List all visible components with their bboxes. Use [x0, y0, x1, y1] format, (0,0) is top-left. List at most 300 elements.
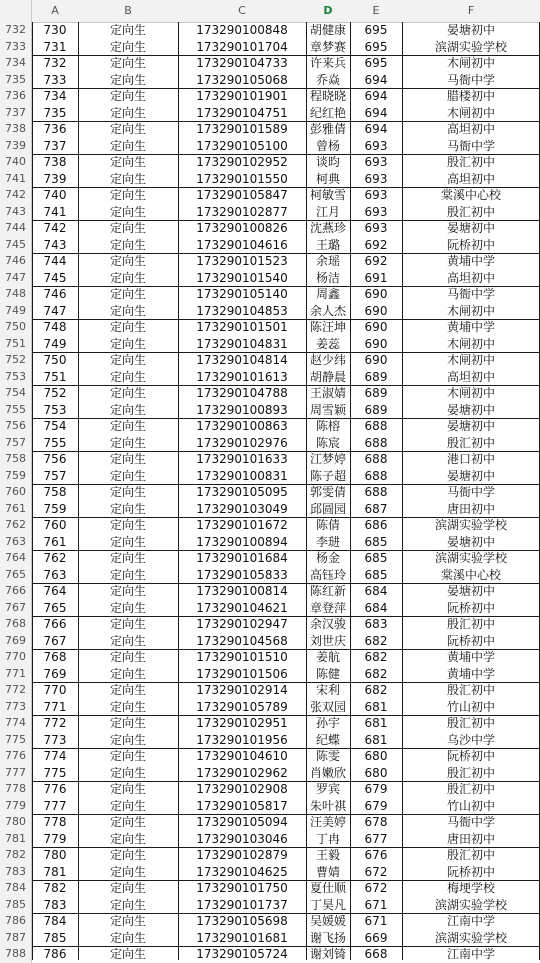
row-number[interactable]: 764	[0, 550, 32, 567]
column-header-f[interactable]: F	[467, 4, 475, 17]
cell-name[interactable]: 程晓晓	[309, 89, 346, 103]
cell-name[interactable]: 谈昀	[315, 155, 340, 169]
cell-school[interactable]: 殷汇初中	[446, 435, 495, 450]
row-number[interactable]: 769	[0, 633, 32, 650]
cell-school[interactable]: 阮桥初中	[446, 237, 495, 252]
cell-school[interactable]: 黄埔中学	[446, 666, 495, 681]
cell-category[interactable]: 定向生	[109, 188, 146, 202]
cell-score[interactable]: 668	[364, 947, 388, 961]
cell-score[interactable]: 679	[364, 782, 388, 796]
cell-name[interactable]: 陈子超	[309, 468, 346, 483]
cell-name[interactable]: 余瑶	[315, 254, 340, 268]
cell-serial[interactable]: 777	[43, 798, 67, 813]
cell-serial[interactable]: 779	[43, 831, 67, 846]
cell-score[interactable]: 682	[364, 666, 388, 681]
cell-category[interactable]: 定向生	[109, 237, 146, 252]
cell-exam-id[interactable]: 173290104814	[196, 353, 288, 367]
cell-category[interactable]: 定向生	[109, 864, 146, 879]
row-number[interactable]: 773	[0, 699, 32, 716]
cell-exam-id[interactable]: 173290105847	[196, 188, 288, 202]
cell-serial[interactable]: 786	[43, 947, 67, 961]
cell-school[interactable]: 木闸初中	[446, 386, 495, 400]
cell-exam-id[interactable]: 173290101672	[196, 518, 288, 532]
cell-name[interactable]: 姜航	[315, 650, 340, 664]
row-number[interactable]: 770	[0, 649, 32, 666]
cell-category[interactable]: 定向生	[109, 402, 146, 417]
cell-name[interactable]: 王毅	[315, 848, 340, 862]
cell-serial[interactable]: 769	[43, 666, 67, 681]
cell-category[interactable]: 定向生	[109, 815, 146, 829]
cell-name[interactable]: 李琎	[315, 534, 340, 549]
cell-exam-id[interactable]: 173290104610	[196, 749, 288, 763]
cell-category[interactable]: 定向生	[109, 782, 146, 796]
row-number[interactable]: 743	[0, 204, 32, 221]
cell-school[interactable]: 马衙中学	[446, 138, 495, 153]
cell-name[interactable]: 江梦婷	[309, 452, 346, 466]
cell-score[interactable]: 671	[364, 897, 388, 912]
cell-score[interactable]: 671	[364, 914, 388, 928]
cell-category[interactable]: 定向生	[109, 419, 146, 433]
cell-serial[interactable]: 735	[43, 105, 67, 120]
cell-name[interactable]: 朱叶祺	[309, 798, 346, 813]
cell-score[interactable]: 682	[364, 633, 388, 648]
cell-exam-id[interactable]: 173290104751	[196, 105, 288, 120]
cell-exam-id[interactable]: 173290101737	[196, 897, 288, 912]
cell-name[interactable]: 肖嫩欣	[309, 765, 346, 780]
cell-school[interactable]: 殷汇初中	[446, 204, 495, 219]
cell-school[interactable]: 江南中学	[446, 947, 495, 961]
row-number[interactable]: 787	[0, 930, 32, 947]
cell-name[interactable]: 许来兵	[309, 56, 346, 70]
cell-exam-id[interactable]: 173290100814	[196, 584, 288, 598]
cell-score[interactable]: 693	[364, 188, 388, 202]
cell-serial[interactable]: 753	[43, 402, 67, 417]
cell-score[interactable]: 690	[364, 287, 388, 301]
cell-serial[interactable]: 736	[43, 122, 67, 136]
cell-exam-id[interactable]: 173290100863	[196, 419, 288, 433]
row-number[interactable]: 777	[0, 765, 32, 782]
cell-exam-id[interactable]: 173290101506	[196, 666, 288, 681]
cell-serial[interactable]: 758	[43, 485, 67, 499]
cell-serial[interactable]: 768	[43, 650, 67, 664]
cell-name[interactable]: 柯典	[315, 171, 340, 186]
cell-school[interactable]: 阮桥初中	[446, 600, 495, 615]
cell-exam-id[interactable]: 173290100893	[196, 402, 288, 417]
cell-exam-id[interactable]: 173290104621	[196, 600, 288, 615]
cell-score[interactable]: 681	[364, 732, 388, 747]
row-number[interactable]: 763	[0, 534, 32, 551]
cell-school[interactable]: 阮桥初中	[446, 864, 495, 879]
cell-exam-id[interactable]: 173290104625	[196, 864, 288, 879]
row-number[interactable]: 772	[0, 682, 32, 699]
cell-school[interactable]: 江南中学	[446, 914, 495, 928]
cell-exam-id[interactable]: 173290101633	[196, 452, 288, 466]
row-number[interactable]: 779	[0, 798, 32, 815]
cell-name[interactable]: 纪红艳	[309, 105, 346, 120]
cell-category[interactable]: 定向生	[109, 56, 146, 70]
cell-serial[interactable]: 785	[43, 930, 67, 945]
cell-serial[interactable]: 759	[43, 501, 67, 516]
cell-school[interactable]: 滨湖实验学校	[434, 518, 507, 532]
cell-category[interactable]: 定向生	[109, 435, 146, 450]
cell-score[interactable]: 682	[364, 683, 388, 697]
cell-score[interactable]: 688	[364, 452, 388, 466]
cell-exam-id[interactable]: 173290101550	[196, 171, 288, 186]
column-header-b[interactable]: B	[124, 4, 132, 17]
cell-school[interactable]: 殷汇初中	[446, 716, 495, 730]
cell-school[interactable]: 殷汇初中	[446, 782, 495, 796]
cell-category[interactable]: 定向生	[109, 122, 146, 136]
cell-score[interactable]: 672	[364, 881, 388, 895]
cell-score[interactable]: 693	[364, 221, 388, 235]
cell-exam-id[interactable]: 173290100848	[196, 23, 288, 37]
cell-score[interactable]: 695	[364, 56, 388, 70]
cell-exam-id[interactable]: 173290102962	[196, 765, 288, 780]
cell-category[interactable]: 定向生	[109, 287, 146, 301]
cell-school[interactable]: 木闸初中	[446, 353, 495, 367]
cell-serial[interactable]: 760	[43, 518, 67, 532]
cell-category[interactable]: 定向生	[109, 798, 146, 813]
cell-category[interactable]: 定向生	[109, 501, 146, 516]
cell-school[interactable]: 晏塘初中	[446, 534, 495, 549]
row-number[interactable]: 759	[0, 468, 32, 485]
cell-school[interactable]: 阮桥初中	[446, 749, 495, 763]
row-number[interactable]: 752	[0, 352, 32, 369]
cell-serial[interactable]: 773	[43, 732, 67, 747]
cell-name[interactable]: 孙宇	[315, 716, 340, 730]
cell-category[interactable]: 定向生	[109, 633, 146, 648]
cell-category[interactable]: 定向生	[109, 666, 146, 681]
cell-exam-id[interactable]: 173290105817	[196, 798, 288, 813]
cell-category[interactable]: 定向生	[109, 369, 146, 384]
cell-serial[interactable]: 770	[43, 683, 67, 697]
cell-serial[interactable]: 764	[43, 584, 67, 598]
cell-category[interactable]: 定向生	[109, 749, 146, 763]
cell-school[interactable]: 梅埂学校	[446, 881, 495, 895]
cell-score[interactable]: 677	[364, 831, 388, 846]
row-number[interactable]: 757	[0, 435, 32, 452]
cell-exam-id[interactable]: 173290102908	[196, 782, 288, 796]
cell-serial[interactable]: 745	[43, 270, 67, 285]
cell-name[interactable]: 张双园	[309, 699, 346, 714]
column-header-d[interactable]: D	[323, 4, 333, 17]
cell-score[interactable]: 693	[364, 171, 388, 186]
cell-school[interactable]: 木闸初中	[446, 336, 495, 351]
cell-name[interactable]: 丁冉	[315, 831, 340, 846]
cell-school[interactable]: 殷汇初中	[446, 155, 495, 169]
cell-serial[interactable]: 732	[43, 56, 67, 70]
cell-school[interactable]: 晏塘初中	[446, 584, 495, 598]
row-number[interactable]: 767	[0, 600, 32, 617]
cell-name[interactable]: 邱圆园	[309, 501, 346, 516]
row-number[interactable]: 734	[0, 55, 32, 72]
cell-name[interactable]: 陈倩	[315, 518, 340, 532]
row-number[interactable]: 732	[0, 22, 32, 39]
cell-exam-id[interactable]: 173290101901	[196, 89, 288, 103]
cell-exam-id[interactable]: 173290105724	[196, 947, 288, 961]
cell-name[interactable]: 谢刘锜	[309, 947, 346, 961]
row-number[interactable]: 762	[0, 517, 32, 534]
cell-category[interactable]: 定向生	[109, 518, 146, 532]
cell-school[interactable]: 马衙中学	[446, 72, 495, 87]
cell-serial[interactable]: 771	[43, 699, 67, 714]
cell-serial[interactable]: 774	[43, 749, 67, 763]
cell-score[interactable]: 695	[364, 23, 388, 37]
cell-name[interactable]: 曹婧	[315, 864, 340, 879]
cell-school[interactable]: 马衙中学	[446, 485, 495, 499]
row-number[interactable]: 783	[0, 864, 32, 881]
cell-exam-id[interactable]: 173290101540	[196, 270, 288, 285]
row-number[interactable]: 749	[0, 303, 32, 320]
cell-school[interactable]: 乌沙中学	[446, 732, 495, 747]
cell-category[interactable]: 定向生	[109, 551, 146, 565]
cell-name[interactable]: 夏仕顺	[309, 881, 346, 895]
cell-category[interactable]: 定向生	[109, 485, 146, 499]
cell-score[interactable]: 676	[364, 848, 388, 862]
row-number[interactable]: 756	[0, 418, 32, 435]
cell-name[interactable]: 陈宸	[315, 435, 340, 450]
cell-name[interactable]: 余人杰	[309, 303, 346, 318]
cell-school[interactable]: 高坦初中	[446, 122, 495, 136]
cell-category[interactable]: 定向生	[109, 930, 146, 945]
cell-school[interactable]: 棠溪中心校	[440, 188, 501, 202]
cell-exam-id[interactable]: 173290101750	[196, 881, 288, 895]
cell-exam-id[interactable]: 173290103046	[196, 831, 288, 846]
cell-school[interactable]: 滨湖实验学校	[434, 551, 507, 565]
cell-exam-id[interactable]: 173290101510	[196, 650, 288, 664]
cell-serial[interactable]: 746	[43, 287, 67, 301]
cell-serial[interactable]: 755	[43, 435, 67, 450]
column-header-a[interactable]: A	[51, 4, 59, 17]
column-header-c[interactable]: C	[238, 4, 246, 17]
row-number[interactable]: 747	[0, 270, 32, 287]
cell-category[interactable]: 定向生	[109, 683, 146, 697]
cell-category[interactable]: 定向生	[109, 270, 146, 285]
row-number[interactable]: 786	[0, 913, 32, 930]
cell-school[interactable]: 棠溪中心校	[440, 567, 501, 582]
row-number[interactable]: 753	[0, 369, 32, 386]
row-number[interactable]: 750	[0, 319, 32, 336]
row-number[interactable]: 768	[0, 616, 32, 633]
cell-name[interactable]: 胡静晨	[309, 369, 346, 384]
cell-school[interactable]: 滨湖实验学校	[434, 897, 507, 912]
cell-score[interactable]: 680	[364, 749, 388, 763]
cell-exam-id[interactable]: 173290102879	[196, 848, 288, 862]
cell-name[interactable]: 章登萍	[309, 600, 346, 615]
cell-exam-id[interactable]: 173290100831	[196, 468, 288, 483]
cell-serial[interactable]: 730	[43, 23, 67, 37]
cell-score[interactable]: 694	[364, 72, 388, 87]
cell-serial[interactable]: 767	[43, 633, 67, 648]
cell-category[interactable]: 定向生	[109, 171, 146, 186]
cell-name[interactable]: 杨洁	[315, 270, 340, 285]
cell-name[interactable]: 陈汪坤	[309, 320, 346, 334]
cell-exam-id[interactable]: 173290102951	[196, 716, 288, 730]
cell-serial[interactable]: 756	[43, 452, 67, 466]
cell-school[interactable]: 竹山初中	[446, 798, 495, 813]
cell-school[interactable]: 晏塘初中	[446, 419, 495, 433]
cell-school[interactable]: 殷汇初中	[446, 617, 495, 631]
cell-score[interactable]: 688	[364, 435, 388, 450]
cell-name[interactable]: 宋利	[315, 683, 340, 697]
row-number[interactable]: 745	[0, 237, 32, 254]
cell-school[interactable]: 腊楼初中	[446, 89, 495, 103]
cell-score[interactable]: 681	[364, 699, 388, 714]
cell-score[interactable]: 688	[364, 468, 388, 483]
row-number[interactable]: 758	[0, 451, 32, 468]
row-number[interactable]: 736	[0, 88, 32, 105]
cell-score[interactable]: 669	[364, 930, 388, 945]
cell-school[interactable]: 马衙中学	[446, 815, 495, 829]
cell-score[interactable]: 690	[364, 320, 388, 334]
cell-exam-id[interactable]: 173290100894	[196, 534, 288, 549]
cell-category[interactable]: 定向生	[109, 600, 146, 615]
cell-category[interactable]: 定向生	[109, 72, 146, 87]
cell-school[interactable]: 黄埔中学	[446, 650, 495, 664]
cell-serial[interactable]: 780	[43, 848, 67, 862]
cell-score[interactable]: 695	[364, 39, 388, 54]
cell-name[interactable]: 王淑婧	[309, 386, 346, 400]
cell-serial[interactable]: 741	[43, 204, 67, 219]
cell-name[interactable]: 谢飞扬	[309, 930, 346, 945]
cell-exam-id[interactable]: 173290104733	[196, 56, 288, 70]
cell-name[interactable]: 陈健	[315, 666, 340, 681]
cell-serial[interactable]: 781	[43, 864, 67, 879]
row-number[interactable]: 733	[0, 39, 32, 56]
cell-category[interactable]: 定向生	[109, 881, 146, 895]
cell-category[interactable]: 定向生	[109, 617, 146, 631]
cell-name[interactable]: 纪蝶	[315, 732, 340, 747]
cell-exam-id[interactable]: 173290104831	[196, 336, 288, 351]
row-number[interactable]: 778	[0, 781, 32, 798]
cell-score[interactable]: 679	[364, 798, 388, 813]
cell-exam-id[interactable]: 173290104853	[196, 303, 288, 318]
row-number[interactable]: 774	[0, 715, 32, 732]
cell-category[interactable]: 定向生	[109, 716, 146, 730]
cell-serial[interactable]: 766	[43, 617, 67, 631]
cell-name[interactable]: 章梦赛	[309, 39, 346, 54]
cell-serial[interactable]: 765	[43, 600, 67, 615]
cell-score[interactable]: 680	[364, 765, 388, 780]
cell-exam-id[interactable]: 173290102952	[196, 155, 288, 169]
cell-exam-id[interactable]: 173290101523	[196, 254, 288, 268]
cell-score[interactable]: 693	[364, 155, 388, 169]
cell-category[interactable]: 定向生	[109, 567, 146, 582]
cell-name[interactable]: 柯敏雪	[309, 188, 346, 202]
cell-score[interactable]: 691	[364, 270, 388, 285]
cell-exam-id[interactable]: 173290105833	[196, 567, 288, 582]
cell-name[interactable]: 罗宾	[315, 782, 340, 796]
cell-school[interactable]: 晏塘初中	[446, 402, 495, 417]
cell-exam-id[interactable]: 173290100826	[196, 221, 288, 235]
cell-name[interactable]: 陈榕	[315, 419, 340, 433]
cell-school[interactable]: 木闸初中	[446, 303, 495, 318]
row-number[interactable]: 780	[0, 814, 32, 831]
cell-score[interactable]: 693	[364, 138, 388, 153]
cell-school[interactable]: 木闸初中	[446, 56, 495, 70]
cell-serial[interactable]: 750	[43, 353, 67, 367]
cell-score[interactable]: 684	[364, 584, 388, 598]
cell-serial[interactable]: 782	[43, 881, 67, 895]
cell-name[interactable]: 胡健康	[309, 23, 346, 37]
select-all-corner[interactable]	[0, 0, 32, 22]
cell-category[interactable]: 定向生	[109, 452, 146, 466]
cell-name[interactable]: 姜蕊	[315, 336, 340, 351]
row-number[interactable]: 737	[0, 105, 32, 122]
cell-exam-id[interactable]: 173290105140	[196, 287, 288, 301]
row-number[interactable]: 741	[0, 171, 32, 188]
cell-score[interactable]: 694	[364, 89, 388, 103]
cell-exam-id[interactable]: 173290105095	[196, 485, 288, 499]
cell-serial[interactable]: 748	[43, 320, 67, 334]
row-number[interactable]: 754	[0, 385, 32, 402]
cell-school[interactable]: 黄埔中学	[446, 320, 495, 334]
row-number[interactable]: 746	[0, 253, 32, 270]
cell-name[interactable]: 陈红新	[309, 584, 346, 598]
row-number[interactable]: 755	[0, 402, 32, 419]
cell-category[interactable]: 定向生	[109, 897, 146, 912]
row-number[interactable]: 740	[0, 154, 32, 171]
cell-school[interactable]: 殷汇初中	[446, 848, 495, 862]
cell-school[interactable]: 黄埔中学	[446, 254, 495, 268]
cell-name[interactable]: 余汉骏	[309, 617, 346, 631]
row-number[interactable]: 775	[0, 732, 32, 749]
row-number[interactable]: 744	[0, 220, 32, 237]
cell-category[interactable]: 定向生	[109, 105, 146, 120]
cell-name[interactable]: 陈雯	[315, 749, 340, 763]
cell-name[interactable]: 沈燕珍	[309, 221, 346, 235]
row-number[interactable]: 788	[0, 946, 32, 963]
cell-category[interactable]: 定向生	[109, 320, 146, 334]
cell-category[interactable]: 定向生	[109, 914, 146, 928]
cell-serial[interactable]: 737	[43, 138, 67, 153]
cell-serial[interactable]: 783	[43, 897, 67, 912]
column-header-e[interactable]: E	[372, 4, 380, 17]
cell-serial[interactable]: 740	[43, 188, 67, 202]
cell-serial[interactable]: 772	[43, 716, 67, 730]
cell-score[interactable]: 686	[364, 518, 388, 532]
cell-category[interactable]: 定向生	[109, 138, 146, 153]
cell-category[interactable]: 定向生	[109, 89, 146, 103]
row-number[interactable]: 766	[0, 583, 32, 600]
cell-score[interactable]: 690	[364, 336, 388, 351]
cell-serial[interactable]: 743	[43, 237, 67, 252]
cell-score[interactable]: 685	[364, 551, 388, 565]
cell-name[interactable]: 杨金	[315, 551, 340, 565]
cell-serial[interactable]: 747	[43, 303, 67, 318]
cell-name[interactable]: 周鑫	[315, 287, 340, 301]
cell-exam-id[interactable]: 173290105100	[196, 138, 288, 153]
cell-score[interactable]: 690	[364, 353, 388, 367]
cell-exam-id[interactable]: 173290103049	[196, 501, 288, 516]
cell-school[interactable]: 唐田初中	[446, 501, 495, 516]
row-number[interactable]: 751	[0, 336, 32, 353]
cell-serial[interactable]: 754	[43, 419, 67, 433]
cell-school[interactable]: 阮桥初中	[446, 633, 495, 648]
cell-score[interactable]: 685	[364, 534, 388, 549]
cell-school[interactable]: 竹山初中	[446, 699, 495, 714]
cell-score[interactable]: 689	[364, 369, 388, 384]
cell-exam-id[interactable]: 173290105698	[196, 914, 288, 928]
cell-school[interactable]: 滨湖实验学校	[434, 930, 507, 945]
cell-exam-id[interactable]: 173290101704	[196, 39, 288, 54]
cell-exam-id[interactable]: 173290104788	[196, 386, 288, 400]
cell-score[interactable]: 682	[364, 650, 388, 664]
cell-school[interactable]: 晏塘初中	[446, 221, 495, 235]
cell-category[interactable]: 定向生	[109, 204, 146, 219]
cell-serial[interactable]: 738	[43, 155, 67, 169]
cell-score[interactable]: 689	[364, 402, 388, 417]
